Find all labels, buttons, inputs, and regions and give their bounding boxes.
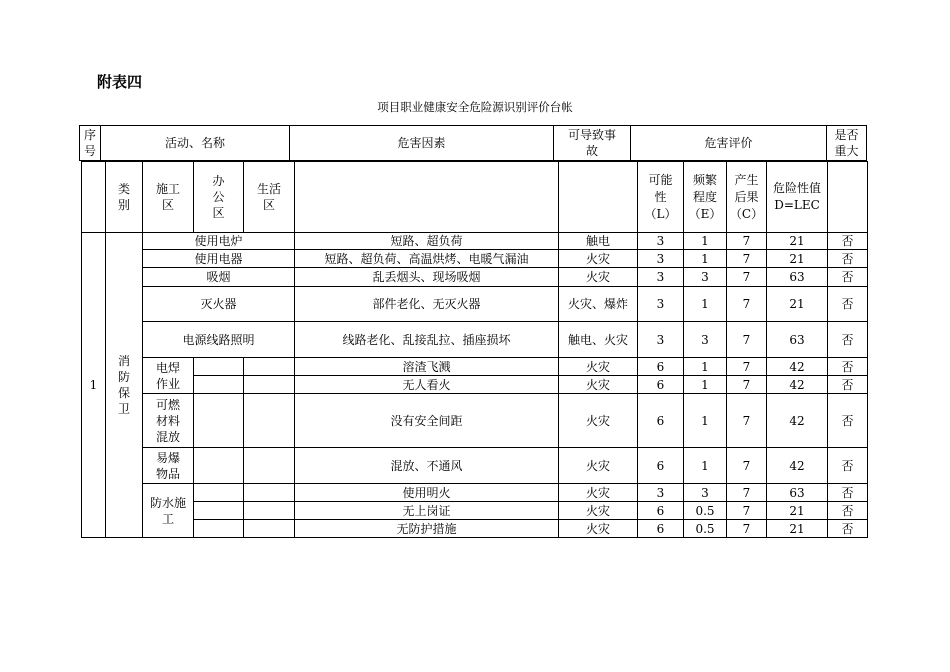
row-c: 7: [726, 232, 767, 250]
row-d: 21: [766, 232, 828, 250]
row-activity: 使用电炉: [142, 232, 295, 250]
row-major: 否: [827, 375, 868, 394]
row-e: 1: [683, 357, 727, 376]
row-accident: 火灾: [558, 483, 638, 502]
row-hazard: 没有安全间距: [294, 393, 559, 448]
row-major: 否: [827, 393, 868, 448]
row-activity: 使用电器: [142, 249, 295, 268]
header-seq-blank: [81, 161, 106, 233]
header-likelihood: 可能性（L）: [637, 161, 684, 233]
row-e: 3: [683, 483, 727, 502]
row-l: 3: [637, 249, 684, 268]
row-d: 21: [766, 249, 828, 268]
row-c: 7: [726, 483, 767, 502]
row-activity: 电焊作业: [142, 357, 194, 394]
header-danger-value: 危险性值D=LEC: [766, 161, 828, 233]
row-d: 42: [766, 393, 828, 448]
row-activity: 灭火器: [142, 286, 295, 322]
row-d: 42: [766, 357, 828, 376]
row-l: 6: [637, 393, 684, 448]
row-major: 否: [827, 519, 868, 538]
row-c: 7: [726, 375, 767, 394]
row-l: 3: [637, 321, 684, 358]
row-major: 否: [827, 483, 868, 502]
row-office-blank: [193, 501, 244, 520]
row-d: 21: [766, 286, 828, 322]
row-e: 1: [683, 447, 727, 484]
row-hazard: 线路老化、乱接乱拉、插座损坏: [294, 321, 559, 358]
row-c: 7: [726, 501, 767, 520]
row-d: 42: [766, 447, 828, 484]
row-l: 6: [637, 519, 684, 538]
row-l: 6: [637, 375, 684, 394]
row-c: 7: [726, 519, 767, 538]
row-e: 1: [683, 232, 727, 250]
row-l: 6: [637, 501, 684, 520]
row-major: 否: [827, 321, 868, 358]
row-major: 否: [827, 249, 868, 268]
header-category: 类别: [105, 161, 143, 233]
row-living-blank: [243, 483, 295, 502]
row-c: 7: [726, 286, 767, 322]
row-c: 7: [726, 249, 767, 268]
header-hazard-blank: [294, 161, 559, 233]
row-e: 1: [683, 249, 727, 268]
header-accident: 可导致事故: [553, 125, 631, 161]
row-e: 3: [683, 321, 727, 358]
row-living-blank: [243, 501, 295, 520]
row-e: 1: [683, 393, 727, 448]
row-l: 3: [637, 286, 684, 322]
header-major-blank: [827, 161, 868, 233]
header-consequence: 产生后果（C）: [726, 161, 767, 233]
row-accident: 触电、火灾: [558, 321, 638, 358]
header-office-area: 办公区: [193, 161, 244, 233]
row-major: 否: [827, 501, 868, 520]
row-living-blank: [243, 393, 295, 448]
row-office-blank: [193, 483, 244, 502]
row-c: 7: [726, 321, 767, 358]
row-hazard: 乱丢烟头、现场吸烟: [294, 267, 559, 287]
row-l: 3: [637, 483, 684, 502]
row-activity: 可燃材料混放: [142, 393, 194, 448]
header-major: 是否重大: [826, 125, 867, 161]
row-c: 7: [726, 267, 767, 287]
header-seq: 序号: [79, 125, 101, 161]
row-office-blank: [193, 393, 244, 448]
row-hazard: 无人看火: [294, 375, 559, 394]
row-accident: 火灾: [558, 267, 638, 287]
row-c: 7: [726, 357, 767, 376]
row-accident: 火灾: [558, 393, 638, 448]
header-accident-blank: [558, 161, 638, 233]
row-living-blank: [243, 375, 295, 394]
row-d: 42: [766, 375, 828, 394]
appendix-title: 附表四: [97, 73, 143, 91]
row-accident: 火灾: [558, 519, 638, 538]
row-accident: 火灾: [558, 501, 638, 520]
row-office-blank: [193, 357, 244, 376]
row-e: 0.5: [683, 501, 727, 520]
header-living-area: 生活区: [243, 161, 295, 233]
row-activity: 防水施工: [142, 483, 194, 538]
row-office-blank: [193, 519, 244, 538]
row-d: 63: [766, 267, 828, 287]
row-l: 6: [637, 357, 684, 376]
row-hazard: 无上岗证: [294, 501, 559, 520]
row-c: 7: [726, 447, 767, 484]
row-d: 63: [766, 321, 828, 358]
header-activity: 活动、名称: [100, 125, 290, 161]
row-major: 否: [827, 286, 868, 322]
row-accident: 火灾: [558, 375, 638, 394]
row-d: 63: [766, 483, 828, 502]
row-accident: 火灾: [558, 447, 638, 484]
row-living-blank: [243, 519, 295, 538]
row-living-blank: [243, 357, 295, 376]
group-seq: 1: [81, 232, 106, 538]
row-accident: 火灾: [558, 357, 638, 376]
row-hazard: 无防护措施: [294, 519, 559, 538]
row-accident: 火灾: [558, 249, 638, 268]
row-major: 否: [827, 357, 868, 376]
row-l: 3: [637, 232, 684, 250]
row-e: 1: [683, 286, 727, 322]
row-major: 否: [827, 447, 868, 484]
row-major: 否: [827, 232, 868, 250]
row-d: 21: [766, 501, 828, 520]
row-hazard: 溶渣飞溅: [294, 357, 559, 376]
row-accident: 触电: [558, 232, 638, 250]
row-e: 0.5: [683, 519, 727, 538]
row-major: 否: [827, 267, 868, 287]
row-hazard: 短路、超负荷: [294, 232, 559, 250]
row-e: 3: [683, 267, 727, 287]
row-d: 21: [766, 519, 828, 538]
row-accident: 火灾、爆炸: [558, 286, 638, 322]
header-hazard: 危害因素: [289, 125, 554, 161]
row-office-blank: [193, 375, 244, 394]
group-category: 消防保卫: [105, 232, 143, 538]
row-hazard: 混放、不通风: [294, 447, 559, 484]
row-office-blank: [193, 447, 244, 484]
row-activity: 易爆物品: [142, 447, 194, 484]
header-frequency: 频繁程度（E）: [683, 161, 727, 233]
row-activity: 吸烟: [142, 267, 295, 287]
row-l: 6: [637, 447, 684, 484]
header-evaluation: 危害评价: [630, 125, 827, 161]
row-l: 3: [637, 267, 684, 287]
row-hazard: 短路、超负荷、高温烘烤、电暖气漏油: [294, 249, 559, 268]
row-c: 7: [726, 393, 767, 448]
document-subtitle: 项目职业健康安全危险源识别评价台帐: [377, 100, 573, 114]
row-hazard: 部件老化、无灭火器: [294, 286, 559, 322]
row-e: 1: [683, 375, 727, 394]
row-activity: 电源线路照明: [142, 321, 295, 358]
row-living-blank: [243, 447, 295, 484]
row-hazard: 使用明火: [294, 483, 559, 502]
header-construction-area: 施工区: [142, 161, 194, 233]
